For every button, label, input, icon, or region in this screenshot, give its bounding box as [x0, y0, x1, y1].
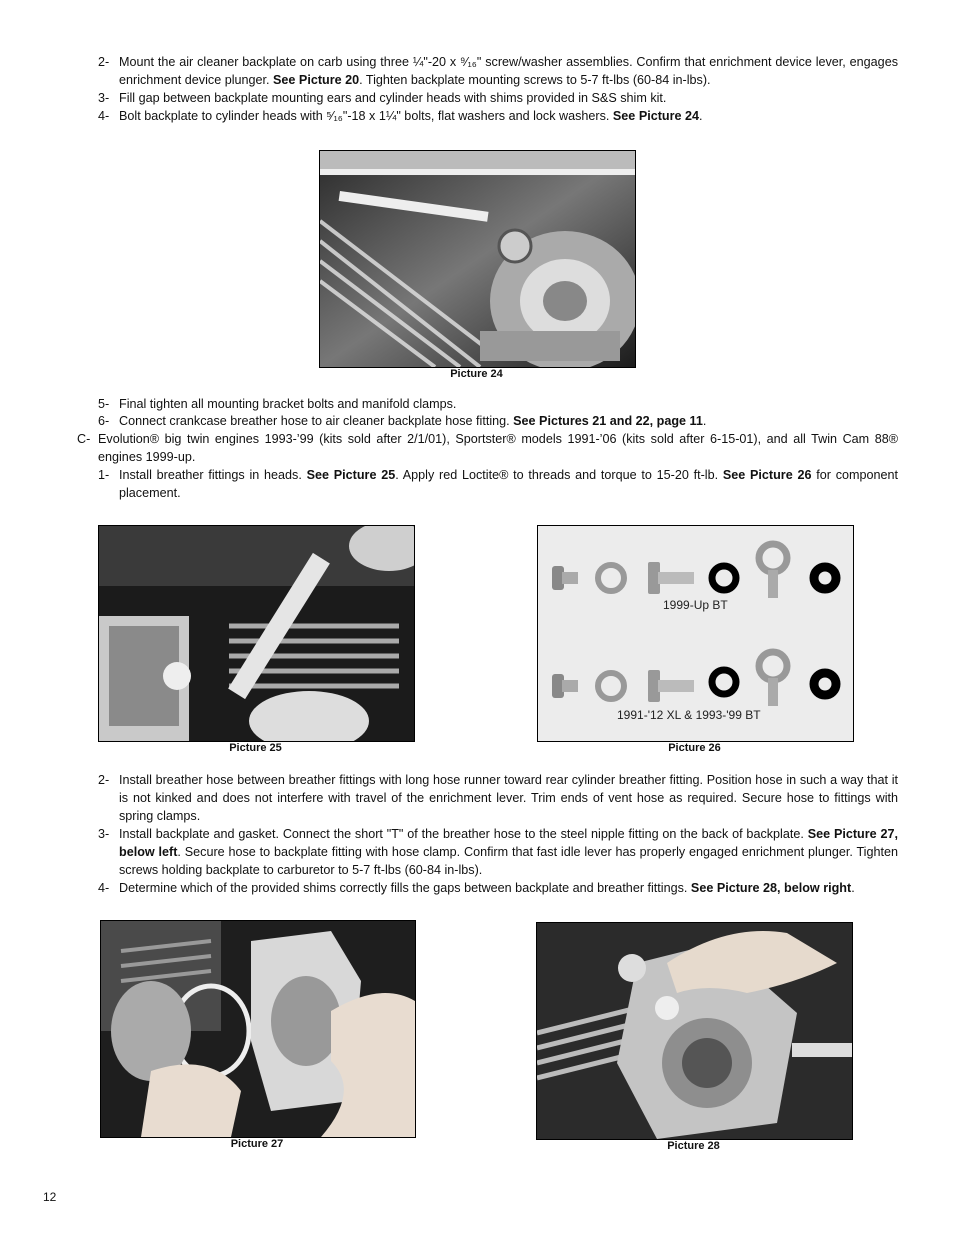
- step-text: [119, 466, 898, 502]
- text-run: . Tighten backplate mounting screws to 5-7 ft-lbs (60-84 in-lbs).: [359, 73, 711, 87]
- picture-25-caption: Picture 25: [229, 742, 282, 754]
- step-number: 3-: [98, 827, 110, 841]
- step-text: [119, 825, 898, 879]
- text-run: Final tighten all mounting bracket bolts and manifold clamps.: [119, 397, 457, 411]
- text-run: Install backplate and gasket. Connect the short "T" of the breather hose to the steel nipple fitting on the back of backplate.: [119, 827, 808, 841]
- step-text: [119, 879, 898, 897]
- bold-reference: See Picture 27, below left: [119, 827, 899, 859]
- bold-reference: See Picture 24: [612, 109, 700, 123]
- bold-reference: See Picture 26: [722, 468, 812, 482]
- picture-25-photo: [98, 525, 415, 742]
- text-run: Determine which of the provided shims correctly fills the gaps between backplate and breather fittings.: [119, 881, 691, 895]
- picture-26-label-bottom: 1991-'12 XL & 1993-'99 BT: [617, 708, 761, 722]
- text-run: .: [702, 414, 707, 428]
- picture-28-caption: Picture 28: [667, 1140, 720, 1152]
- step-number: 5-: [98, 397, 110, 411]
- step-text: [119, 412, 898, 430]
- bold-reference: See Picture 20: [273, 73, 360, 87]
- text-run: Mount the air cleaner backplate on carb using three ¼"-20 x ⁹⁄₁₆" screw/washer assemblies. Confirm that enrichment device lever, engages enrichment device plunger.: [119, 55, 898, 87]
- step-number: 2-: [98, 55, 110, 69]
- picture-28-photo: [536, 922, 853, 1140]
- text-run: Connect crankcase breather hose to air cleaner backplate hose fitting.: [119, 414, 514, 428]
- picture-27-photo: [100, 920, 416, 1138]
- step-number: 3-: [98, 91, 110, 105]
- picture-26-caption: Picture 26: [668, 742, 721, 754]
- picture-27-caption: Picture 27: [230, 1138, 284, 1150]
- picture-24-photo: [319, 150, 636, 368]
- text-run: Fill gap between backplate mounting ears and cylinder heads with shims provided in S&S shim kit.: [119, 91, 667, 105]
- text-run: Bolt backplate to cylinder heads with ⁵⁄₁₆"-18 x 1¼" bolts, flat washers and lock washers.: [119, 109, 613, 123]
- bold-reference: See Picture 28, below right: [690, 881, 852, 895]
- step-number: 6-: [98, 414, 110, 428]
- picture-26-photo: [537, 525, 854, 742]
- step-text: [119, 89, 898, 107]
- step-number: 1-: [98, 468, 110, 482]
- text-run: . Apply red Loctite® to threads and torque to 15-20 ft-lb.: [395, 468, 723, 482]
- text-run: . Secure hose to backplate fitting with hose clamp. Confirm that fast idle lever has properly engaged enrichment plunger. Tighten screws holding backplate to carburetor to 5-7 ft-lbs (60-84 in-lbs).: [119, 845, 898, 877]
- step-text: [119, 107, 898, 125]
- step-number: 2-: [98, 773, 110, 787]
- page-number: 12: [43, 1190, 57, 1204]
- text-run: Install breather fittings in heads.: [119, 468, 307, 482]
- section-letter: C-: [77, 432, 91, 446]
- text-run: .: [851, 881, 855, 895]
- step-text: [119, 53, 898, 89]
- step-text: [119, 771, 898, 825]
- step-number: 4-: [98, 109, 110, 123]
- bold-reference: See Pictures 21 and 22, page 11: [513, 414, 703, 428]
- picture-24-caption: Picture 24: [450, 368, 503, 380]
- shim-fitting-illustration: [537, 923, 852, 1139]
- engine-backplate-illustration: [320, 151, 635, 367]
- step-number: 4-: [98, 881, 110, 895]
- bold-reference: See Picture 25: [306, 468, 396, 482]
- breather-fitting-install-illustration: [99, 526, 414, 741]
- text-run: .: [699, 109, 703, 123]
- picture-26-label-top: 1999-Up BT: [663, 598, 728, 612]
- backplate-gasket-illustration: [101, 921, 415, 1137]
- text-run: for component placement.: [119, 468, 899, 500]
- text-run: Evolution® big twin engines 1993-’99 (kits sold after 2/1/01), Sportster® models 1991-’06 (kits sold after 6-15-01), and all Twin Cam 88® engines 1999-up.: [98, 432, 898, 464]
- section-text: [98, 430, 898, 466]
- text-run: Install breather hose between breather fittings with long hose runner toward rear cylinder breather fitting. Position hose in such a way that it is not kinked and does not interfere with travel of the enrichment lever. Trim ends of vent hose as required. Secure hose to fittings with spring clamps.: [119, 773, 898, 823]
- step-text: [119, 395, 898, 413]
